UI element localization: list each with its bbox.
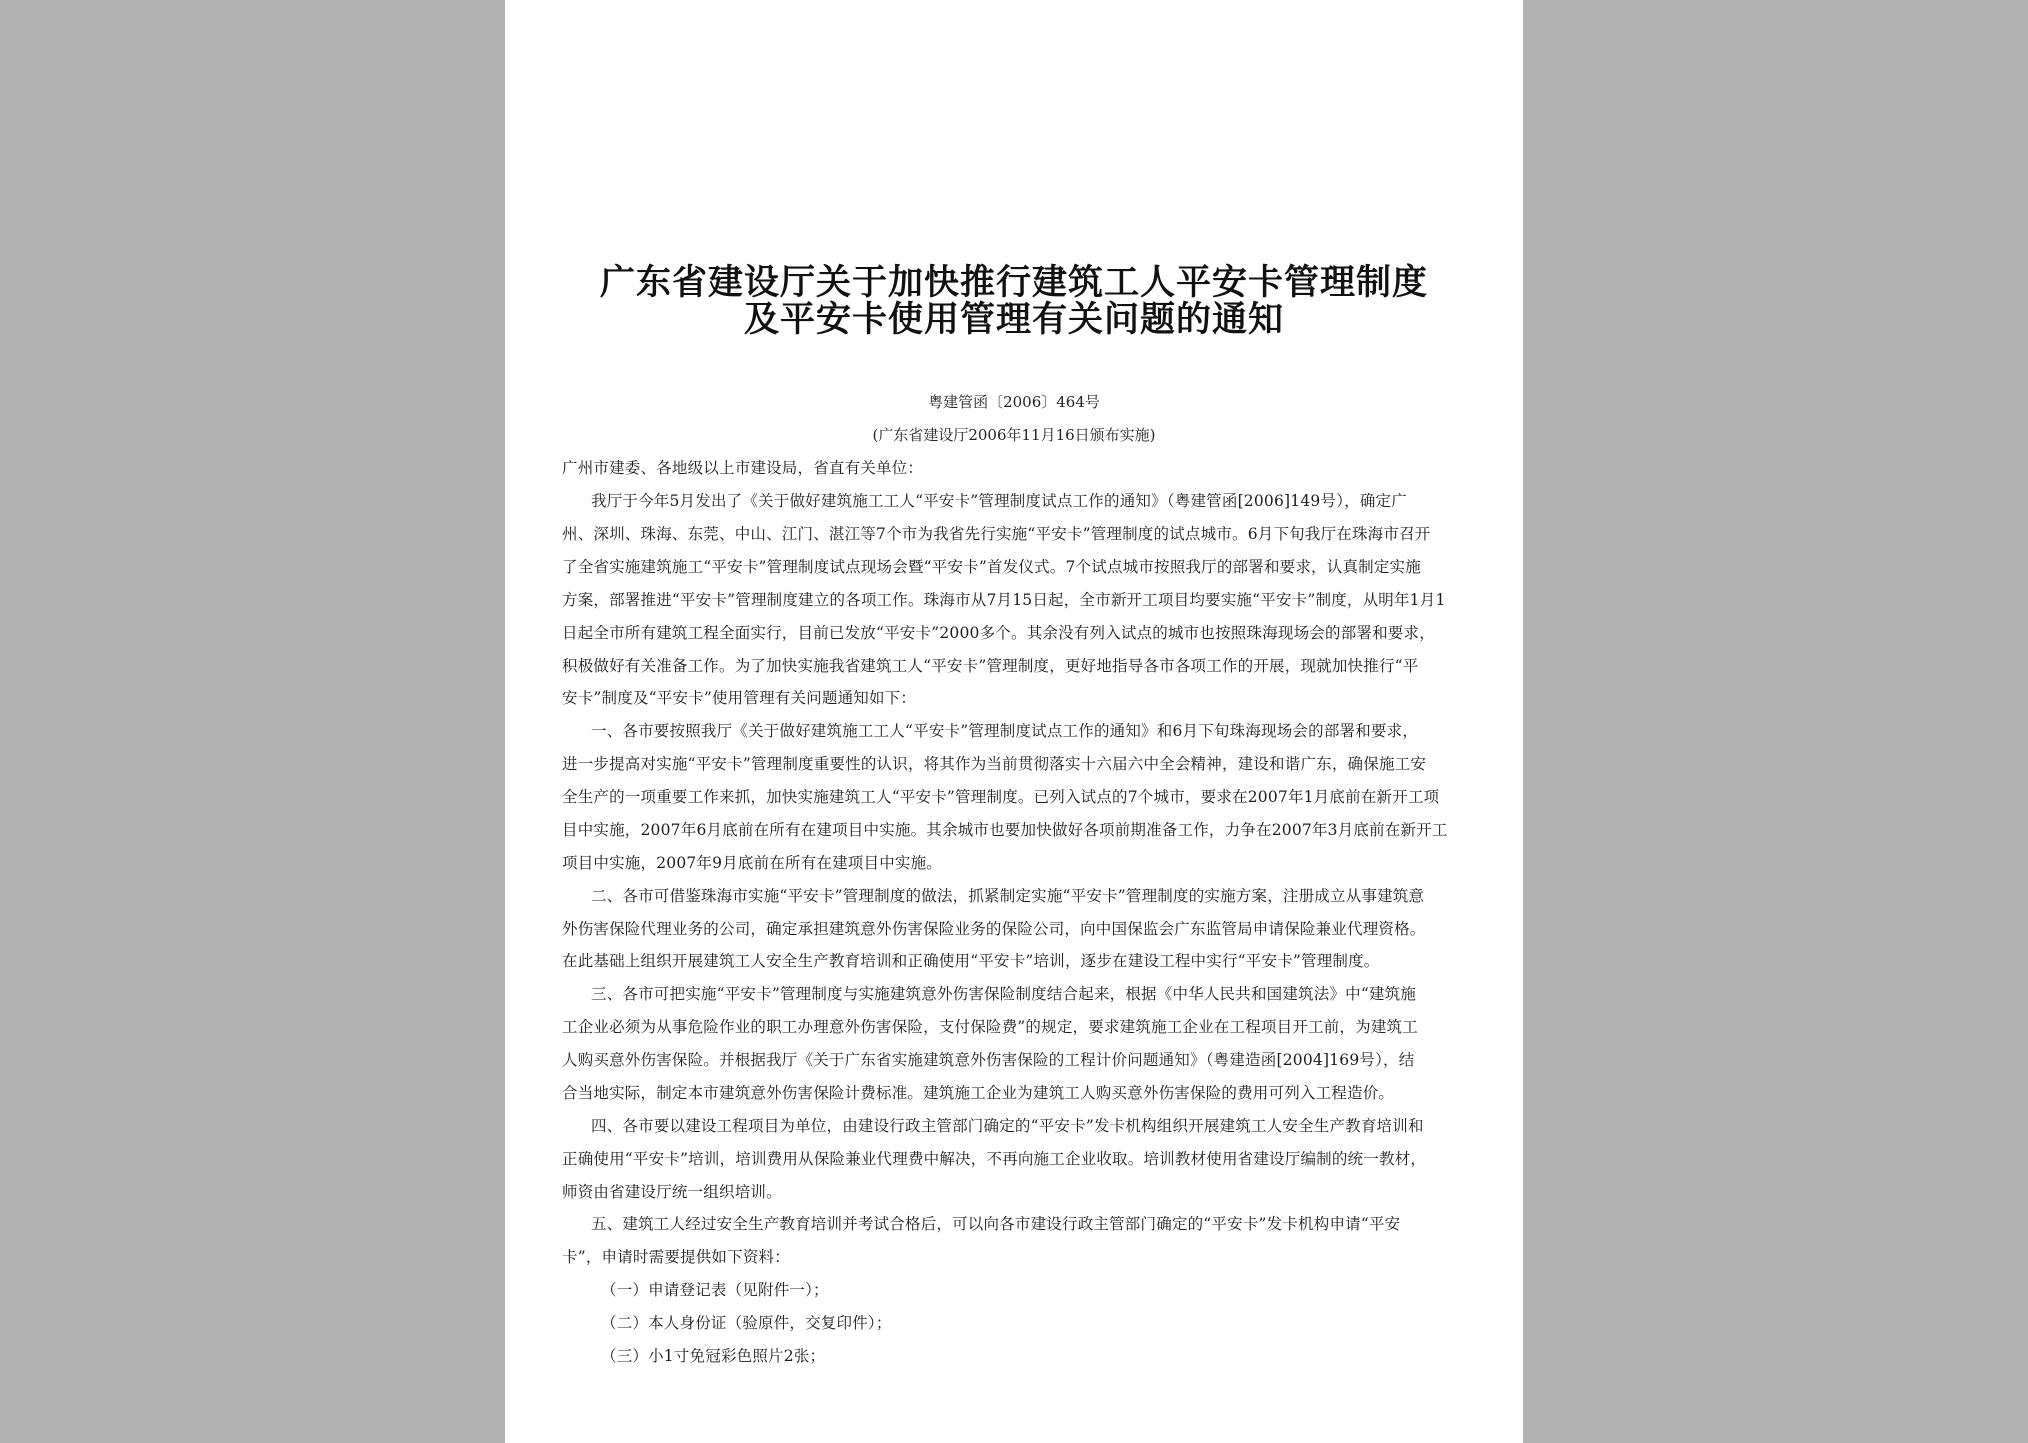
salutation: 广州市建委、各地级以上市建设局，省直有关单位：	[562, 459, 924, 477]
document-title-line1: 广东省建设厅关于加快推行建筑工人平安卡管理制度	[599, 263, 1428, 303]
body-line: 二、各市可借鉴珠海市实施“平安卡”管理制度的做法，抓紧制定实施“平安卡”管理制度的实施方案，注册成立从事建筑意	[591, 887, 1425, 905]
list-item: （一）申请登记表（见附件一）；	[601, 1281, 829, 1299]
document-title-line2: 及平安卡使用管理有关问题的通知	[743, 300, 1284, 340]
body-line: 卡”，申请时需要提供如下资料：	[562, 1248, 790, 1266]
body-line: 目中实施，2007年6月底前在所有在建项目中实施。其余城市也要加快做好各项前期准备工作，力争在2007年3月底前在新开工	[562, 821, 1448, 839]
issued-note: (广东省建设厅2006年11月16日颁布实施)	[872, 426, 1156, 444]
list-item: （二）本人身份证（验原件，交复印件）；	[601, 1314, 892, 1332]
body-line: 进一步提高对实施“平安卡”管理制度重要性的认识，将其作为当前贯彻落实十六届六中全会精神，建设和谐广东，确保施工安	[562, 755, 1427, 773]
body-line: 了全省实施建筑施工“平安卡”管理制度试点现场会暨“平安卡”首发仪式。7个试点城市按照我厅的部署和要求，认真制定实施	[562, 558, 1421, 576]
body-line: 正确使用“平安卡”培训，培训费用从保险兼业代理费中解决，不再向施工企业收取。培训教材使用省建设厅编制的统一教材，	[562, 1150, 1427, 1168]
body-line: 安卡”制度及“平安卡”使用管理有关问题通知如下：	[562, 689, 917, 707]
body-line: 项目中实施，2007年9月底前在所有在建项目中实施。	[562, 854, 943, 872]
body-line: 方案，部署推进“平安卡”管理制度建立的各项工作。珠海市从7月15日起，全市新开工项目均要实施“平安卡”制度，从明年1月1	[562, 591, 1446, 609]
body-line: 日起全市所有建筑工程全面实行，目前已发放“平安卡”2000多个。其余没有列入试点的城市也按照珠海现场会的部署和要求，	[562, 624, 1435, 642]
document-page	[505, 0, 1523, 1443]
body-line: 人购买意外伤害保险。并根据我厅《关于广东省实施建筑意外伤害保险的工程计价问题通知》（粤建造函[2004]169号），结	[562, 1051, 1415, 1069]
body-line: 合当地实际，制定本市建筑意外伤害保险计费标准。建筑施工企业为建筑工人购买意外伤害保险的费用可列入工程造价。	[562, 1084, 1395, 1102]
body-line: 五、建筑工人经过安全生产教育培训并考试合格后，可以向各市建设行政主管部门确定的“平安卡”发卡机构申请“平安	[591, 1215, 1401, 1233]
body-line: 全生产的一项重要工作来抓，加快实施建筑工人“平安卡”管理制度。已列入试点的7个城市，要求在2007年1月底前在新开工项	[562, 788, 1440, 806]
body-line: 四、各市要以建设工程项目为单位，由建设行政主管部门确定的“平安卡”发卡机构组织开展建筑工人安全生产教育培训和	[591, 1117, 1424, 1135]
body-line: 我厅于今年5月发出了《关于做好建筑施工工人“平安卡”管理制度试点工作的通知》（粤建管函[2006]149号），确定广	[591, 492, 1407, 510]
list-item: （三）小1寸免冠彩色照片2张；	[601, 1347, 826, 1365]
body-line: 州、深圳、珠海、东莞、中山、江门、湛江等7个市为我省先行实施“平安卡”管理制度的试点城市。6月下旬我厅在珠海市召开	[562, 525, 1431, 543]
body-line: 在此基础上组织开展建筑工人安全生产教育培训和正确使用“平安卡”培训，逐步在建设工程中实行“平安卡”管理制度。	[562, 952, 1380, 970]
body-line: 工企业必须为从事危险作业的职工办理意外伤害保险，支付保险费”的规定，要求建筑施工企业在工程项目开工前，为建筑工	[562, 1018, 1418, 1036]
body-line: 一、各市要按照我厅《关于做好建筑施工工人“平安卡”管理制度试点工作的通知》和6月下旬珠海现场会的部署和要求，	[591, 722, 1419, 740]
document-number: 粤建管函〔2006〕464号	[928, 393, 1100, 411]
body-line: 师资由省建设厅统一组织培训。	[562, 1183, 782, 1201]
body-line: 积极做好有关准备工作。为了加快实施我省建筑工人“平安卡”管理制度，更好地指导各市各项工作的开展，现就加快推行“平	[562, 657, 1419, 675]
body-line: 外伤害保险代理业务的公司，确定承担建筑意外伤害保险业务的保险公司，向中国保监会广东监管局申请保险兼业代理资格。	[562, 920, 1426, 938]
body-line: 三、各市可把实施“平安卡”管理制度与实施建筑意外伤害保险制度结合起来，根据《中华人民共和国建筑法》中“建筑施	[591, 985, 1417, 1003]
